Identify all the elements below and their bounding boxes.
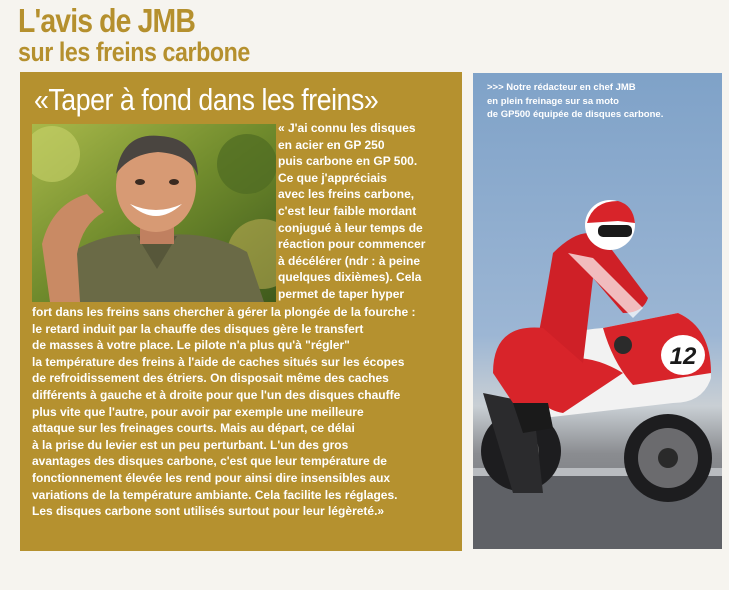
- caption-arrows: >>>: [487, 82, 504, 93]
- article-headline: [18, 4, 288, 66]
- text-line: le retard induit par la chauffe des disques gère le transfert: [32, 321, 364, 336]
- caption-line-2: en plein freinage sur sa moto: [487, 95, 619, 107]
- intro-text: [278, 120, 462, 303]
- text-line: avantages des disques carbone, c'est que leur température de: [32, 454, 387, 469]
- headline-line-1: L'avis de JMB: [18, 2, 195, 39]
- text-line: de refroidissement des étriers. On disposait même des caches: [32, 371, 389, 386]
- text-line: variations de la température ambiante. Cela facilite les réglages.: [32, 487, 398, 502]
- text-line: Ce que j'appréciais: [278, 170, 387, 185]
- text-line: Les disques carbone sont utilisés surtout pour leur légèreté.»: [32, 504, 385, 519]
- photo-caption: [487, 81, 717, 122]
- text-line: différents à gauche et à droite pour que l'un des disques chauffe: [32, 387, 401, 402]
- text-line: permet de taper hyper: [278, 286, 405, 301]
- motorcycle-photo: [473, 73, 722, 549]
- text-line: réaction pour commencer: [278, 237, 426, 252]
- text-line: de masses à votre place. Le pilote n'a plus qu'à "régler": [32, 338, 350, 353]
- text-line: avec les freins carbone,: [278, 187, 415, 202]
- portrait-photo: [32, 124, 276, 302]
- text-line: attaque sur les freinages courts. Mais au départ, ce délai: [32, 421, 355, 436]
- body-text: [32, 304, 457, 520]
- text-line: fonctionnement élevée les rend pour ainsi dire insensibles aux: [32, 470, 391, 485]
- portrait-illustration: [32, 124, 276, 302]
- text-line: la température des freins à l'aide de caches situés sur les écopes: [32, 354, 405, 369]
- caption-line-3: de GP500 équipée de disques carbone.: [487, 109, 664, 120]
- interview-panel: [20, 72, 462, 551]
- text-line: à décélérer (ndr : à peine: [278, 253, 421, 268]
- text-line: à la prise du levier est un peu perturbant. L'un des gros: [32, 437, 349, 452]
- race-number: 12: [669, 343, 697, 370]
- text-line: quelques dixièmes). Cela: [278, 270, 422, 285]
- quote-title: «Taper à fond dans les freins»: [34, 82, 379, 117]
- headline-line-2: sur les freins carbone: [18, 37, 250, 67]
- text-line: plus vite que l'autre, pour avoir par exemple une meilleure: [32, 404, 364, 419]
- text-line: en acier en GP 250: [278, 137, 385, 152]
- text-line: « J'ai connu les disques: [278, 121, 416, 135]
- caption-line-1: Notre rédacteur en chef JMB: [506, 82, 636, 93]
- text-line: c'est leur faible mordant: [278, 203, 417, 218]
- text-line: conjugué à leur temps de: [278, 220, 423, 235]
- text-line: puis carbone en GP 500.: [278, 154, 418, 169]
- motorcycle-illustration: [473, 73, 722, 549]
- text-line: fort dans les freins sans chercher à gérer la plongée de la fourche :: [32, 305, 416, 319]
